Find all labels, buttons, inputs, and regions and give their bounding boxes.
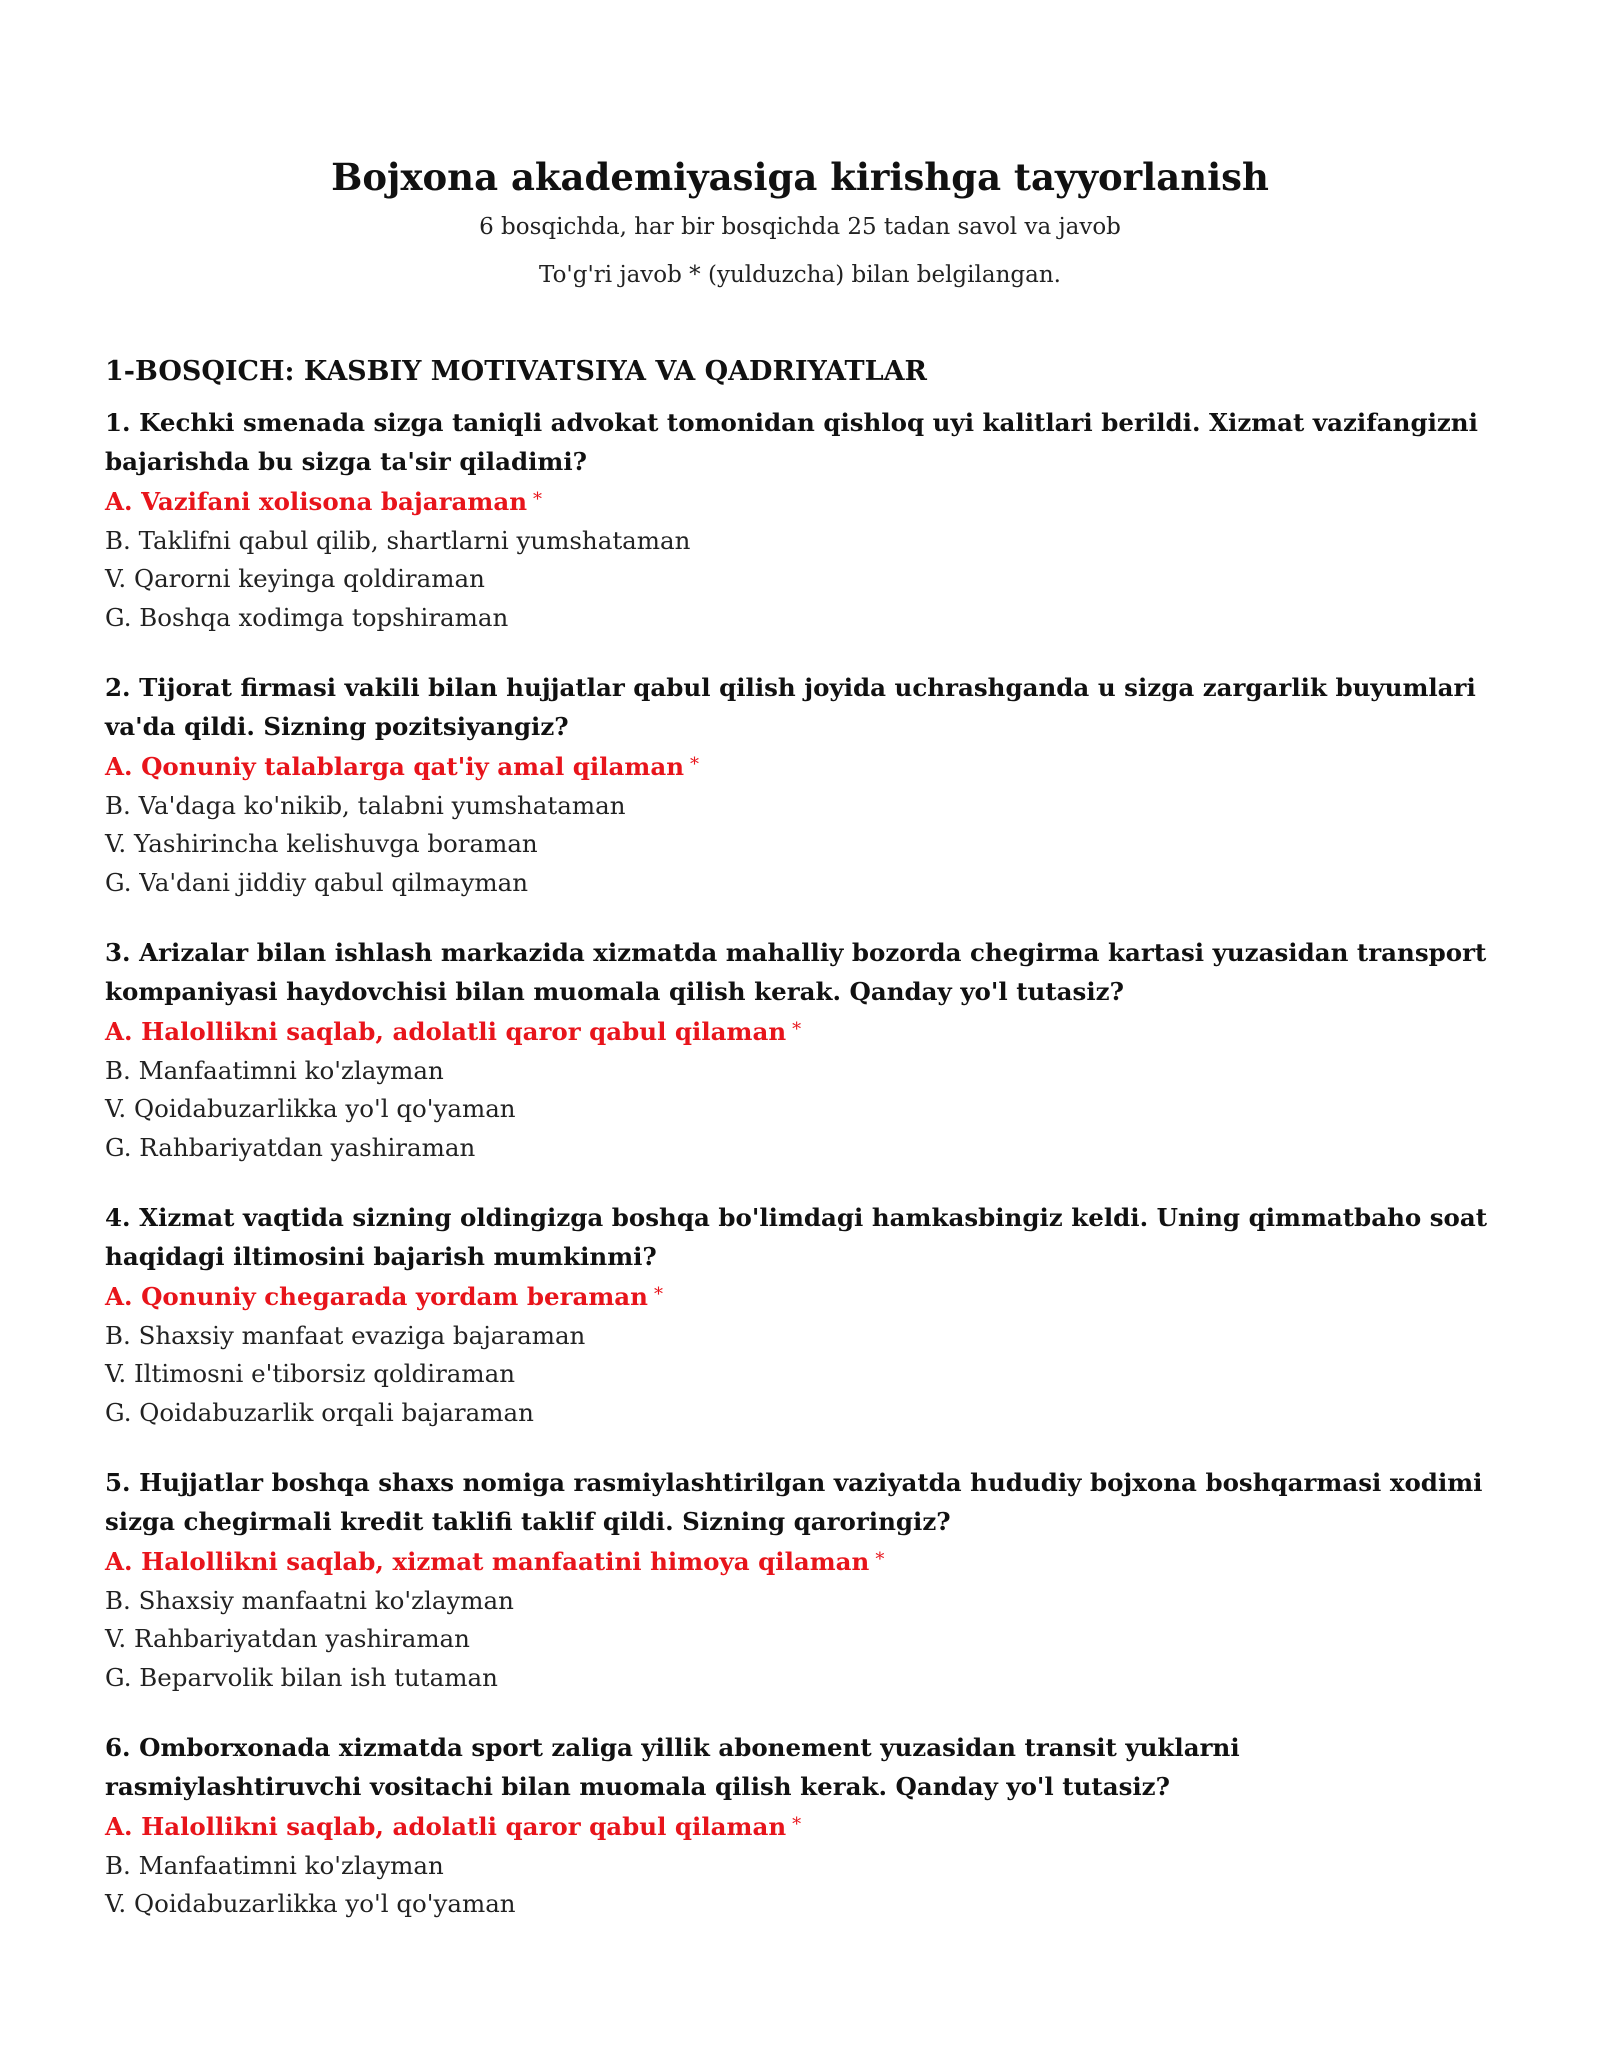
- correct-marker-icon: *: [792, 1814, 802, 1835]
- option-label: G. Qoidabuzarlik orqali bajaraman: [105, 1397, 534, 1427]
- answer-option: [105, 522, 1495, 561]
- option-label: V. Qoidabuzarlikka yo'l qo'yaman: [105, 1889, 516, 1918]
- option-label: B. Shaxsiy manfaatni ko'zlayman: [105, 1585, 514, 1615]
- option-label: V. Rahbariyatdan yashiraman: [105, 1624, 470, 1653]
- correct-answer-option: [105, 1011, 1495, 1052]
- question-item: [105, 404, 1495, 637]
- correct-marker-icon: *: [875, 1549, 885, 1570]
- answer-option: [105, 787, 1495, 826]
- page-subtitle: 6 bosqichda, har bir bosqichda 25 tadan savol va javob: [479, 214, 1121, 240]
- question-list: [105, 404, 1495, 1924]
- answer-option: [105, 1052, 1495, 1091]
- correct-answer-option: [105, 746, 1495, 787]
- option-label: V. Yashirincha kelishuvga boraman: [105, 829, 538, 858]
- correct-marker-icon: *: [653, 1284, 663, 1305]
- answer-option: [105, 1355, 1495, 1394]
- option-label: V. Iltimosni e'tiborsiz qoldiraman: [105, 1359, 516, 1388]
- page-title: Bojxona akademiyasiga kirishga tayyorlanish: [331, 155, 1269, 199]
- option-label: A. Halollikni saqlab, xizmat manfaatini himoya qilaman: [105, 1547, 870, 1576]
- answer-option: [105, 1847, 1495, 1886]
- answer-option: [105, 599, 1495, 638]
- option-label: B. Shaxsiy manfaat evaziga bajaraman: [105, 1320, 586, 1350]
- question-item: [105, 1729, 1495, 1924]
- answer-option: [105, 864, 1495, 903]
- option-label: B. Va'daga ko'nikib, talabni yumshataman: [105, 790, 626, 820]
- correct-answer-option: [105, 1806, 1495, 1847]
- option-label: B. Taklifni qabul qilib, shartlarni yumshataman: [105, 525, 691, 555]
- option-label: A. Halollikni saqlab, adolatli qaror qabul qilaman: [105, 1812, 787, 1841]
- correct-answer-option: [105, 481, 1495, 522]
- option-label: V. Qoidabuzarlikka yo'l qo'yaman: [105, 1094, 516, 1123]
- answer-option: [105, 1885, 1495, 1924]
- correct-marker-icon: *: [792, 1019, 802, 1040]
- option-label: A. Vazifani xolisona bajaraman: [105, 487, 528, 516]
- answer-option: [105, 1317, 1495, 1356]
- answer-key-note: To'g'ri javob * (yulduzcha) bilan belgilangan.: [539, 262, 1061, 288]
- question-text: 2. Tijorat firmasi vakili bilan hujjatlar qabul qilish joyida uchrashganda u sizga zargarlik buyumlari va'da qildi. Sizning pozitsiyangiz?: [105, 673, 1476, 741]
- answer-option: [105, 1659, 1495, 1698]
- answer-option: [105, 1129, 1495, 1168]
- option-label: G. Boshqa xodimga topshiraman: [105, 602, 509, 632]
- answer-option: [105, 1620, 1495, 1659]
- option-label: G. Va'dani jiddiy qabul qilmayman: [105, 867, 529, 897]
- answer-option: [105, 1582, 1495, 1621]
- option-label: G. Rahbariyatdan yashiraman: [105, 1132, 476, 1162]
- correct-marker-icon: *: [533, 489, 543, 510]
- option-label: V. Qarorni keyinga qoldiraman: [105, 564, 485, 593]
- option-label: A. Halollikni saqlab, adolatli qaror qabul qilaman: [105, 1017, 787, 1046]
- option-label: G. Beparvolik bilan ish tutaman: [105, 1662, 498, 1692]
- question-item: [105, 669, 1495, 902]
- question-text: 3. Arizalar bilan ishlash markazida xizmatda mahalliy bozorda chegirma kartasi yuzasidan transport kompaniyasi haydovchisi bilan muomala qilish kerak. Qanday yo'l tutasiz?: [105, 938, 1487, 1006]
- option-label: A. Qonuniy talablarga qat'iy amal qilaman: [105, 752, 685, 781]
- correct-answer-option: [105, 1276, 1495, 1317]
- question-text: 4. Xizmat vaqtida sizning oldingizga boshqa bo'limdagi hamkasbingiz keldi. Uning qimmatbaho soat haqidagi iltimosini bajarish mumkinmi?: [105, 1203, 1488, 1271]
- correct-answer-option: [105, 1541, 1495, 1582]
- correct-marker-icon: *: [690, 754, 700, 775]
- answer-option: [105, 1394, 1495, 1433]
- stage-heading: 1-BOSQICH: KASBIY MOTIVATSIYA VA QADRIYATLAR: [105, 356, 927, 387]
- question-item: [105, 934, 1495, 1167]
- question-text: 1. Kechki smenada sizga taniqli advokat tomonidan qishloq uyi kalitlari berildi. Xizmat vazifangizni bajarishda bu sizga ta'sir qiladimi?: [105, 408, 1478, 476]
- answer-option: [105, 825, 1495, 864]
- option-label: A. Qonuniy chegarada yordam beraman: [105, 1282, 648, 1311]
- option-label: B. Manfaatimni ko'zlayman: [105, 1055, 444, 1085]
- answer-option: [105, 560, 1495, 599]
- question-item: [105, 1464, 1495, 1697]
- question-item: [105, 1199, 1495, 1432]
- answer-option: [105, 1090, 1495, 1129]
- option-label: B. Manfaatimni ko'zlayman: [105, 1850, 444, 1880]
- question-text: 6. Omborxonada xizmatda sport zaliga yillik abonement yuzasidan transit yuklarni rasmiylashtiruvchi vositachi bilan muomala qilish kerak. Qanday yo'l tutasiz?: [105, 1733, 1240, 1801]
- question-text: 5. Hujjatlar boshqa shaxs nomiga rasmiylashtirilgan vaziyatda hududiy bojxona boshqarmasi xodimi sizga chegirmali kredit taklifi taklif qildi. Sizning qaroringiz?: [105, 1468, 1483, 1536]
